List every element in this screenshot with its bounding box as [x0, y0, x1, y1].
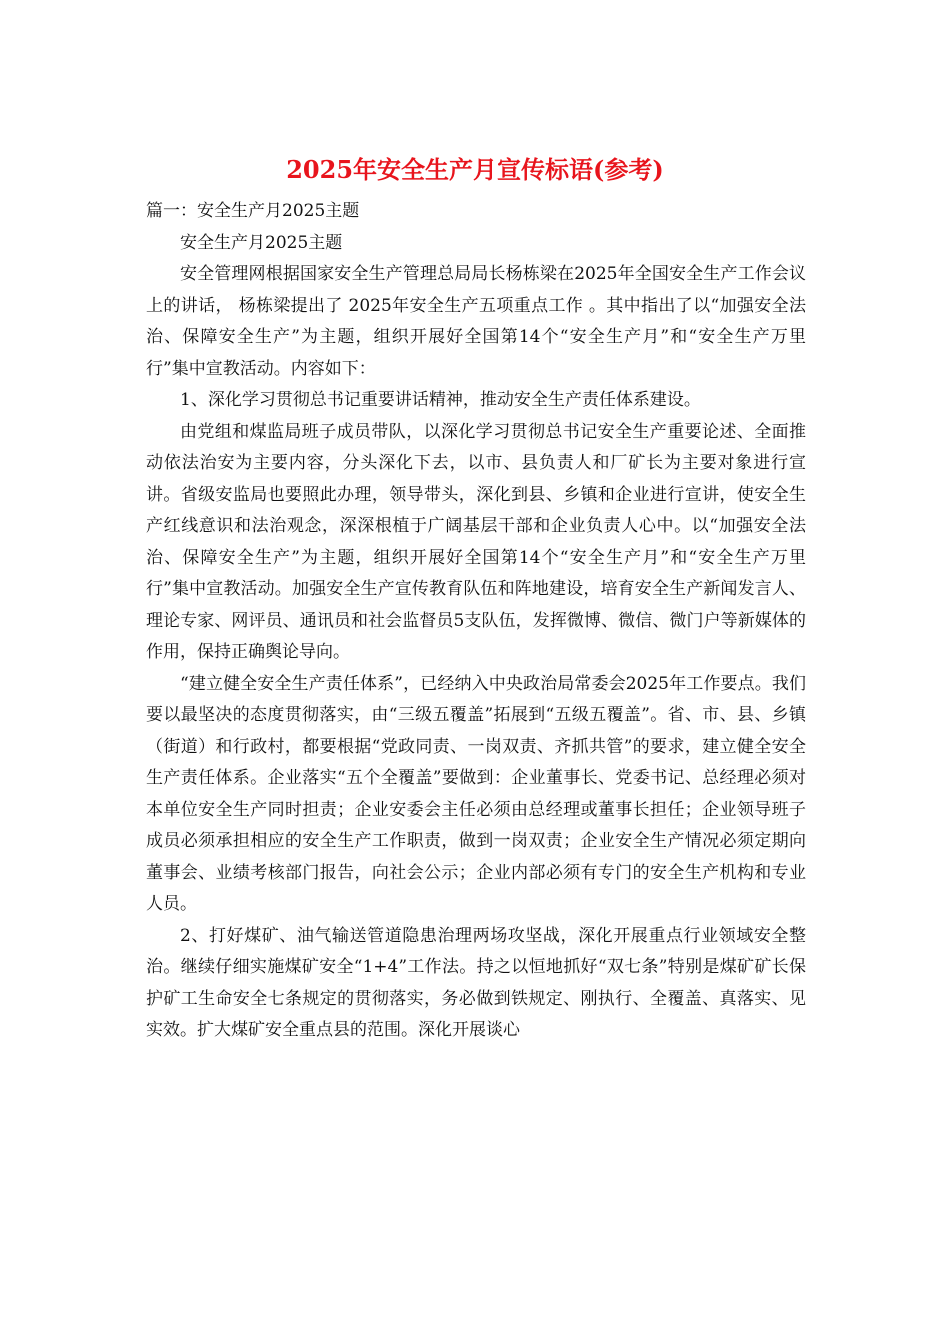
paragraph-intro: 安全管理网根据国家安全生产管理总局局长杨栋梁在2025年全国安全生产工作会议上的讲话， 杨栋梁提出了 2025年安全生产五项重点工作 。其中指出了以“加强安全法治、保障安全生产”为主题，组织开展好全国第14个“安全生产月”和“安全生产万里行”集中宣教活动。内容如下： [146, 264, 806, 379]
document-title: 2025年安全生产月宣传标语(参考) [286, 155, 664, 184]
paragraph-detail-1: 由党组和煤监局班子成员带队，以深化学习贯彻总书记安全生产重要论述、全面推动依法治安为主要内容，分头深化下去，以市、县负责人和厂矿长为主要对象进行宣讲。省级安监局也要照此办理，领导带头，深化到县、乡镇和企业进行宣讲，使安全生产红线意识和法治观念，深深根植于广阔基层干部和企业负责人心中。以“加强安全法治、保障安全生产”为主题，组织开展好全国第14个“安全生产月”和“安全生产万里行”集中宣教活动。加强安全生产宣传教育队伍和阵地建设，培育安全生产新闻发言人、理论专家、网评员、通讯员和社会监督员5支队伍，发挥微博、微信、微门户等新媒体的作用，保持正确舆论导向。 [146, 421, 806, 662]
paragraph-point-1: 1、深化学习贯彻总书记重要讲话精神，推动安全生产责任体系建设。 [180, 390, 701, 410]
paragraph-detail-2: “建立健全安全生产责任体系”，已经纳入中央政治局常委会2025年工作要点。我们要以最坚决的态度贯彻落实，由“三级五覆盖”拓展到“五级五覆盖”。省、市、县、乡镇（街道）和行政村，都要根据“党政同责、一岗双责、齐抓共管”的要求，建立健全安全生产责任体系。企业落实“五个全覆盖”要做到：企业董事长、党委书记、总经理必须对本单位安全生产同时担责；企业安委会主任必须由总经理或董事长担任；企业领导班子成员必须承担相应的安全生产工作职责，做到一岗双责；企业安全生产情况必须定期向董事会、业绩考核部门报告，向社会公示；企业内部必须有专门的安全生产机构和专业人员。 [146, 673, 806, 914]
paragraph-point-2: 2、打好煤矿、油气输送管道隐患治理两场攻坚战，深化开展重点行业领域安全整治。继续仔细实施煤矿安全“1+4”工作法。持之以恒地抓好“双七条”特别是煤矿矿长保护矿工生命安全七条规定的贯彻落实，务必做到铁规定、刚执行、全覆盖、真落实、见实效。扩大煤矿安全重点县的范围。深化开展谈心 [146, 925, 806, 1040]
subheading: 安全生产月2025主题 [180, 232, 343, 253]
section-heading: 篇一：安全生产月2025主题 [146, 201, 360, 221]
document-body [146, 196, 806, 1047]
